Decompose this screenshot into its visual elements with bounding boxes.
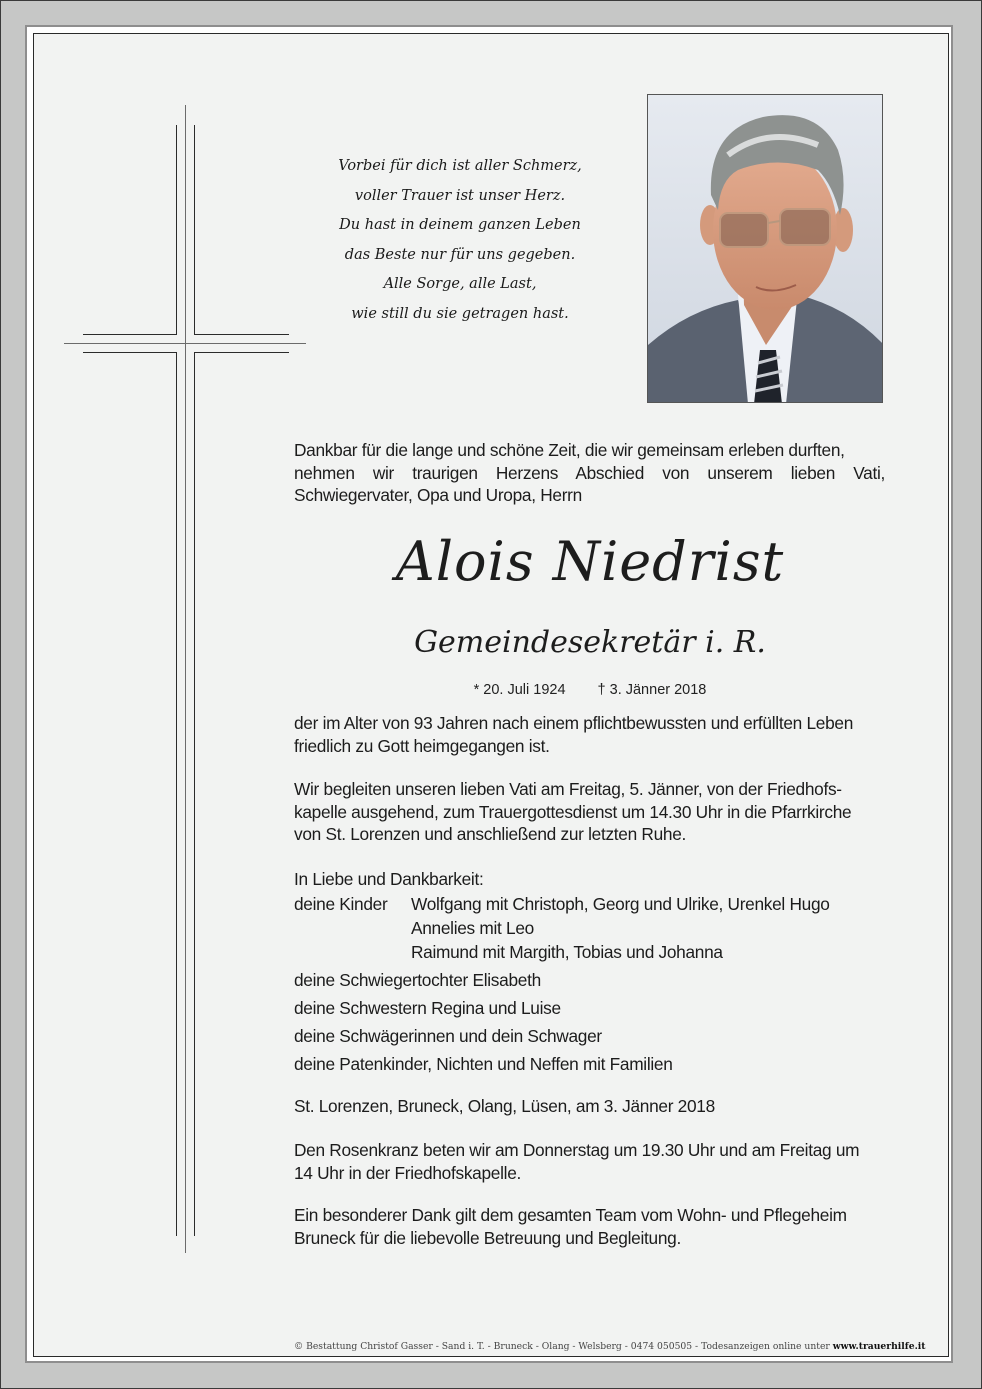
rosary-line: 14 Uhr in der Friedhofskapelle. bbox=[294, 1162, 522, 1183]
footer-text: © Bestattung Christof Gasser - Sand i. T. - Bruneck - Olang - Welsberg - 0474 050505 - Todesanzeigen online unter bbox=[294, 1341, 833, 1352]
deceased-name: Alois Niedrist bbox=[395, 530, 785, 593]
thanks-paragraph bbox=[294, 1204, 885, 1249]
mourner-entry: deine Schwägerinnen und dein Schwager bbox=[294, 1026, 602, 1046]
rosary-line: Den Rosenkranz beten wir am Donnerstag um 19.30 Uhr und am Freitag um bbox=[294, 1140, 860, 1160]
children-label: deine Kinder bbox=[294, 894, 388, 914]
poem-line: das Beste nur für uns gegeben. bbox=[344, 246, 576, 263]
funeral-line: Wir begleiten unseren lieben Vati am Freitag, 5. Jänner, von der Friedhofs- bbox=[294, 779, 842, 799]
child-entry: Wolfgang mit Christoph, Georg und Ulrike, Urenkel Hugo bbox=[411, 894, 830, 914]
passing-line: der im Alter von 93 Jahren nach einem pflichtbewussten und erfüllten Leben bbox=[294, 713, 854, 733]
poem-line: Du hast in deinem ganzen Leben bbox=[339, 217, 581, 233]
intro-line: nehmen wir traurigen Herzens Abschied von unserem lieben Vati, bbox=[294, 462, 885, 483]
passing-line: friedlich zu Gott heimgegangen ist. bbox=[294, 735, 550, 756]
child-entry: Raimund mit Margith, Tobias und Johanna bbox=[411, 942, 723, 962]
portrait-icon bbox=[648, 95, 883, 403]
thanks-line: Ein besonderer Dank gilt dem gesamten Team vom Wohn- und Pflegeheim bbox=[294, 1205, 847, 1225]
child-entry: Annelies mit Leo bbox=[411, 918, 534, 938]
deceased-title: Gemeindesekretär i. R. bbox=[414, 625, 766, 660]
memorial-poem bbox=[300, 152, 620, 329]
life-dates bbox=[420, 682, 760, 698]
mourners-section bbox=[294, 866, 885, 1078]
death-date: † 3. Jänner 2018 bbox=[597, 682, 707, 698]
intro-line: Schwiegervater, Opa und Uropa, Herrn bbox=[294, 485, 582, 505]
mourner-entry: deine Schwestern Regina und Luise bbox=[294, 998, 561, 1018]
funeral-line: von St. Lorenzen und anschließend zur letzten Ruhe. bbox=[294, 824, 687, 844]
funeral-line: kapelle ausgehend, zum Trauergottesdienst um 14.30 Uhr in die Pfarrkirche bbox=[294, 801, 852, 822]
place-date: St. Lorenzen, Bruneck, Olang, Lüsen, am 3. Jänner 2018 bbox=[294, 1096, 715, 1116]
mourner-entry: deine Schwiegertochter Elisabeth bbox=[294, 970, 541, 990]
intro-line: Dankbar für die lange und schöne Zeit, die wir gemeinsam erleben durften, bbox=[294, 440, 845, 460]
poem-line: wie still du sie getragen hast. bbox=[351, 305, 569, 322]
birth-date: * 20. Juli 1924 bbox=[473, 682, 566, 698]
rosary-paragraph bbox=[294, 1139, 885, 1184]
portrait-photo bbox=[647, 94, 883, 403]
funeral-paragraph bbox=[294, 778, 885, 846]
footer-link[interactable]: www.trauerhilfe.it bbox=[832, 1341, 926, 1352]
mourners-heading: In Liebe und Dankbarkeit: bbox=[294, 869, 484, 889]
footer-credits bbox=[294, 1341, 948, 1352]
passing-paragraph bbox=[294, 712, 885, 757]
poem-line: Alle Sorge, alle Last, bbox=[383, 276, 537, 292]
poem-line: Vorbei für dich ist aller Schmerz, bbox=[338, 158, 582, 174]
thanks-line: Bruneck für die liebevolle Betreuung und Begleitung. bbox=[294, 1227, 681, 1248]
intro-paragraph bbox=[294, 439, 885, 507]
poem-line: voller Trauer ist unser Herz. bbox=[354, 187, 566, 204]
mourner-entry: deine Patenkinder, Nichten und Neffen mit Familien bbox=[294, 1054, 673, 1074]
